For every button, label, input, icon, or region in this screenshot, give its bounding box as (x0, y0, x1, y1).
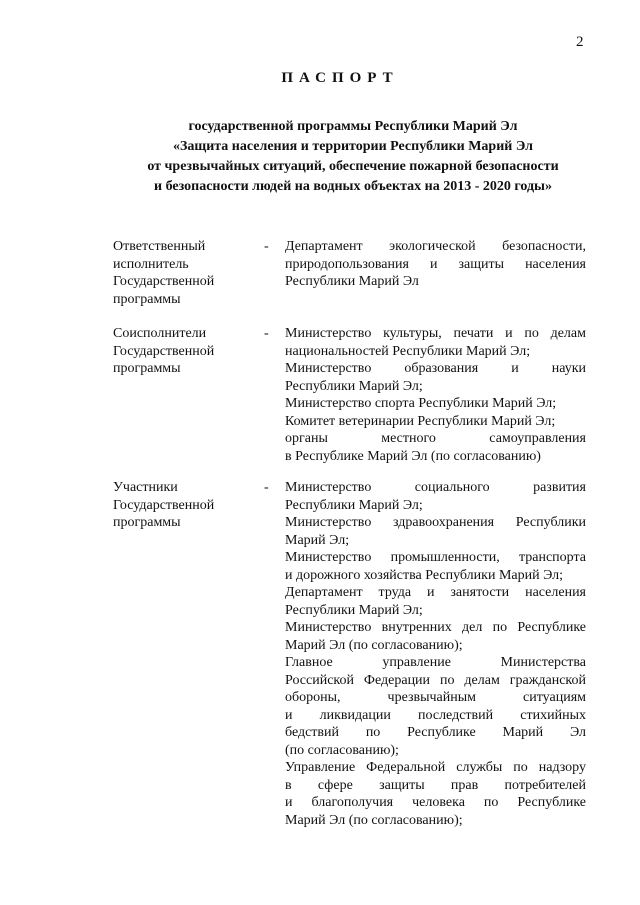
section-label (113, 238, 263, 308)
text-line: Российской Федерации по делам гражданской (285, 672, 586, 688)
text-line: национальностей Республики Марий Эл; (285, 343, 531, 359)
text-line: бедствий по Республике Марий Эл (285, 725, 586, 740)
text-line: Министерство социального развития (285, 480, 586, 495)
text-line: Республики Марий Эл; (285, 497, 423, 513)
label-line: Государственной (113, 274, 215, 289)
label-line: Государственной (113, 343, 215, 359)
text-line: Главное управление Министерства (285, 655, 586, 670)
label-line: Участники (113, 480, 178, 495)
text-line: Министерство культуры, печати и по делам (285, 326, 586, 341)
text-line: Министерство внутренних дел по Республике (285, 620, 586, 635)
text-line: Республики Марий Эл; (285, 602, 423, 618)
text-line: Министерство здравоохранения Республики (285, 515, 586, 530)
section-label (113, 325, 263, 378)
text-line: Марий Эл (по согласованию); (285, 812, 463, 828)
text-line: в сфере защиты прав потребителей (285, 777, 586, 793)
text-line: природопользования и защиты населения (285, 256, 586, 272)
page-number: 2 (576, 34, 584, 50)
text-line: Министерство промышленности, транспорта (285, 550, 586, 565)
text-line: Марий Эл (по согласованию); (285, 637, 463, 653)
label-line: программы (113, 291, 181, 307)
label-line: программы (113, 361, 181, 376)
text-line: (по согласованию); (285, 742, 399, 758)
text-line: Министерство образования и науки (285, 361, 586, 376)
section-dash: - (264, 480, 269, 495)
section-dash: - (264, 326, 269, 341)
text-line: в Республике Марий Эл (по согласованию) (285, 448, 541, 464)
text-line: Марий Эл; (285, 532, 350, 548)
text-line: органы местного самоуправления (285, 431, 586, 446)
section-text (285, 325, 586, 465)
document-title: ПАСПОРТ (281, 70, 399, 86)
label-line: Соисполнители (113, 326, 207, 341)
text-line: Департамент труда и занятости населения (285, 585, 586, 600)
text-line: обороны, чрезвычайным ситуациям (285, 690, 586, 705)
subtitle-line: и безопасности людей на водных объектах на 2013 - 2020 годы» (154, 179, 552, 194)
text-line: и дорожного хозяйства Республики Марий Эл; (285, 567, 564, 583)
text-line: Республики Марий Эл (285, 274, 419, 289)
section-label (113, 479, 263, 532)
text-line: и благополучия человека по Республике (285, 795, 586, 810)
subtitle-line: от чрезвычайных ситуаций, обеспечение пожарной безопасности (147, 159, 559, 174)
text-line: Департамент экологической безопасности, (285, 239, 586, 254)
label-line: исполнитель (113, 256, 189, 272)
subtitle-line: государственной программы Республики Марий Эл (188, 119, 518, 134)
text-line: Республики Марий Эл; (285, 378, 423, 394)
text-line: Управление Федеральной службы по надзору (285, 760, 586, 775)
subtitle-line: «Защита населения и территории Республики Марий Эл (172, 139, 534, 154)
label-line: программы (113, 515, 181, 530)
section-dash: - (264, 239, 269, 254)
text-line: и ликвидации последствий стихийных (285, 707, 586, 723)
label-line: Государственной (113, 497, 215, 513)
label-line: Ответственный (113, 239, 206, 254)
section-text (285, 238, 586, 291)
document-subtitle (0, 117, 640, 197)
text-line: Министерство спорта Республики Марий Эл; (285, 396, 557, 411)
text-line: Комитет ветеринарии Республики Марий Эл; (285, 413, 556, 429)
section-text (285, 479, 586, 829)
